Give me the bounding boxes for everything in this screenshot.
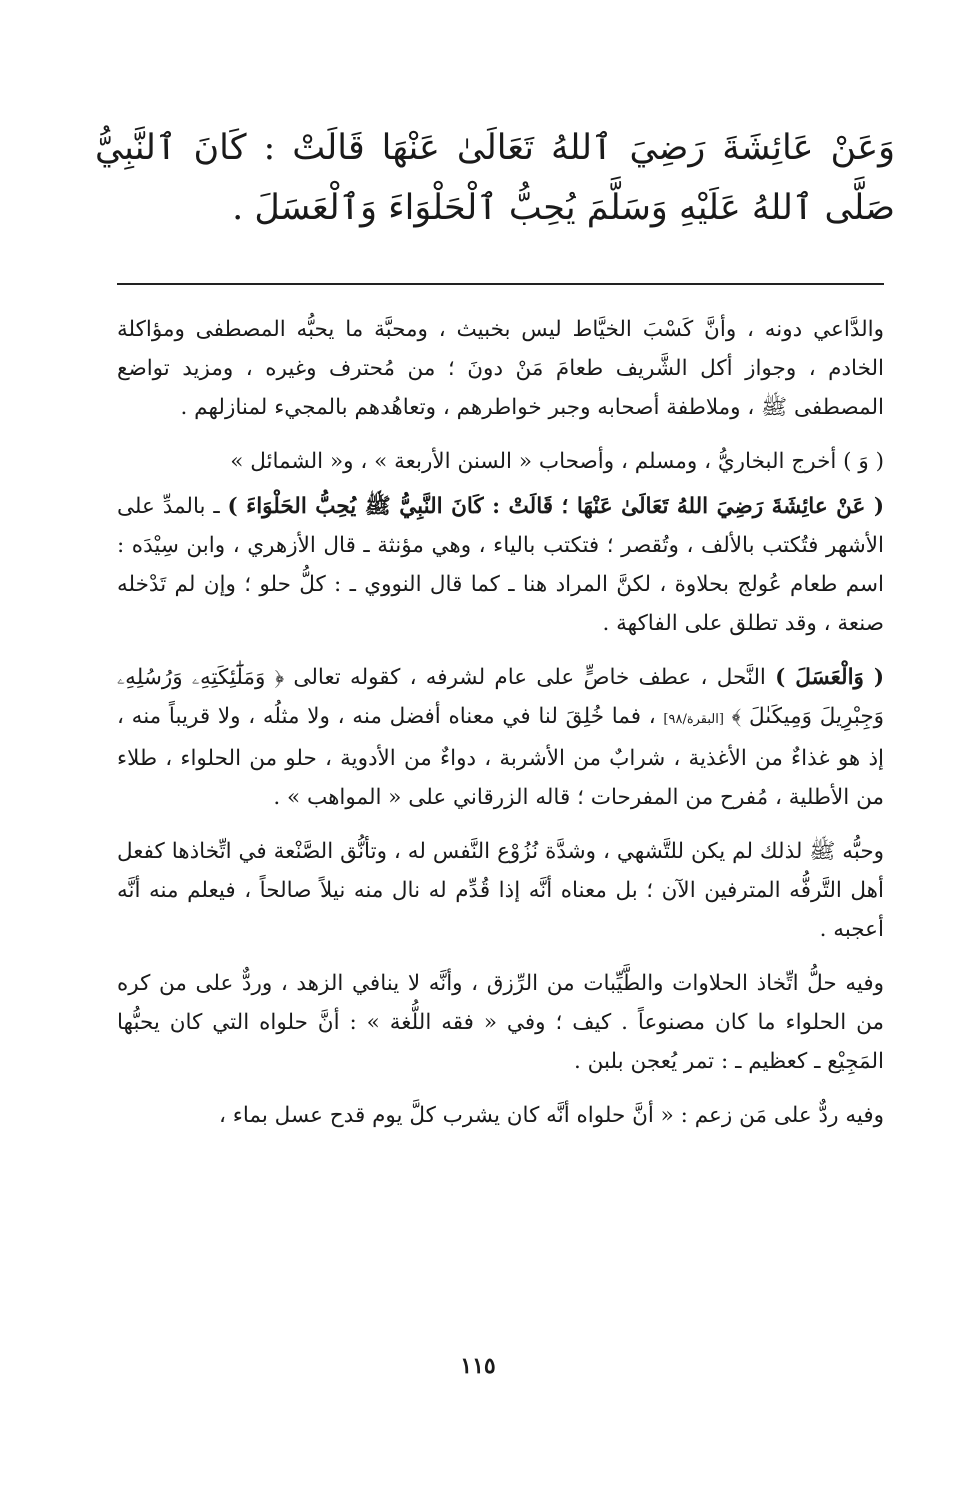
- paragraph-6: وفيه حلُّ اتِّخاذ الحلاوات والطَّيِّبات من الرِّزق ، وأنَّه لا ينافي الزهد ، وردٌّ على من كره من الحلواء ما كان مصنوعاً . كيف ؛ وفي « فقه اللُّغة » : أنَّ حلواه التي كان يحبُّها المَجِيْع ـ كعظيم ـ : تمر يُعجن بلبن .: [117, 971, 884, 1074]
- paragraph-3: [117, 487, 884, 643]
- commentary: [117, 310, 884, 1150]
- paragraph-4-text-a: النَّحل ، عطف خاصٍّ على عام لشرفه ، كقوله تعالى ﴿ وَمَلَٰٓئِكَتِهِۦ وَرُسُلِهِۦ وَجِبْرِيلَ وَمِيكَىٰلَ ﴾: [117, 665, 884, 729]
- separator-rule: [117, 283, 884, 285]
- paragraph-1: والدَّاعي دونه ، وأنَّ كَسْبَ الخيَّاط ليس بخبيث ، ومحبَّة ما يحبُّه المصطفى ومؤاكلة الخادم ، وجواز أكل الشَّريف طعامَ مَنْ دونَ ؛ من مُحترف وغيره ، ومزيد تواضع المصطفى ﷺ ، وملاطفة أصحابه وجبر خواطرهم ، وتعاهُدهم بالمجيء لمنازلهم .: [117, 317, 884, 420]
- paragraph-5: وحبُّه ﷺ لذلك لم يكن للتَّشهي ، وشدَّة نُزُوْع النَّفس له ، وتأنُّق الصَّنْعة في اتِّخاذها كفعل أهل التَّرفُّه المترفين الآن ؛ بل معناه أنَّه إذا قُدِّم له نال منه نيلاً صالحاً ، فيعلم منه أنَّه أعجبه .: [117, 839, 884, 942]
- word-honey: ( وَالْعَسَلَ ): [775, 665, 885, 690]
- paragraph-4-text-b: ، فما خُلِقَ لنا في معناه أفضل منه ، ولا مثلُه ، ولا قريباً منه ، إذ هو غذاءٌ من الأغذية ، شرابٌ من الأشربة ، دواءٌ من الأدوية ، حلو من الحلواء ، طلاء من الأطلية ، مُفرح من المفرحات ؛ قاله الزرقاني على « المواهب » .: [117, 704, 884, 810]
- paragraph-7: وفيه ردٌّ على مَن زعم : « أنَّ حلواه أنَّه كان يشرب كلَّ يوم قدح عسل بماء ،: [219, 1103, 884, 1128]
- quran-reference: [البقرة/٩٨]: [663, 712, 724, 727]
- page-number: ١١٥: [460, 1353, 496, 1379]
- paragraph-3-text: ـ بالمدِّ على الأشهر فتُكتب بالألف ، وتُقصر ؛ فتكتب بالياء ، وهي مؤنثة ـ قال الأزهري ، وابن سِيْدَه : اسم طعام عُولج بحلاوة ، لكنَّ المراد هنا ـ كما قال النووي ـ : كلُّ حلو ؛ وإن لم تَدْخله صنعة ، وقد تطلق على الفاكهة .: [117, 494, 884, 636]
- hadith-text: وَعَنْ عَائِشَةَ رَضِيَ ٱللهُ تَعَالَىٰ عَنْهَا قَالَتْ : كَانَ ٱلنَّبِيُّ صَلَّى ٱللهُ عَلَيْهِ وَسَلَّمَ يُحِبُّ ٱلْحَلْوَاءَ وَٱلْعَسَلَ .: [95, 128, 895, 228]
- paragraph-4: [117, 658, 884, 817]
- paragraph-2: ( وَ ) أخرج البخاريُّ ، ومسلم ، وأصحاب « السنن الأربعة » ، و« الشمائل »: [230, 449, 884, 474]
- hadith-quote: ( عَنْ عائِشَةَ رَضِيَ اللهُ تَعَالَىٰ عَنْهَا ؛ قَالَتْ : كَانَ النَّبِيُّ ﷺ يُحِبُّ الحَلْوَاءَ ): [227, 494, 885, 519]
